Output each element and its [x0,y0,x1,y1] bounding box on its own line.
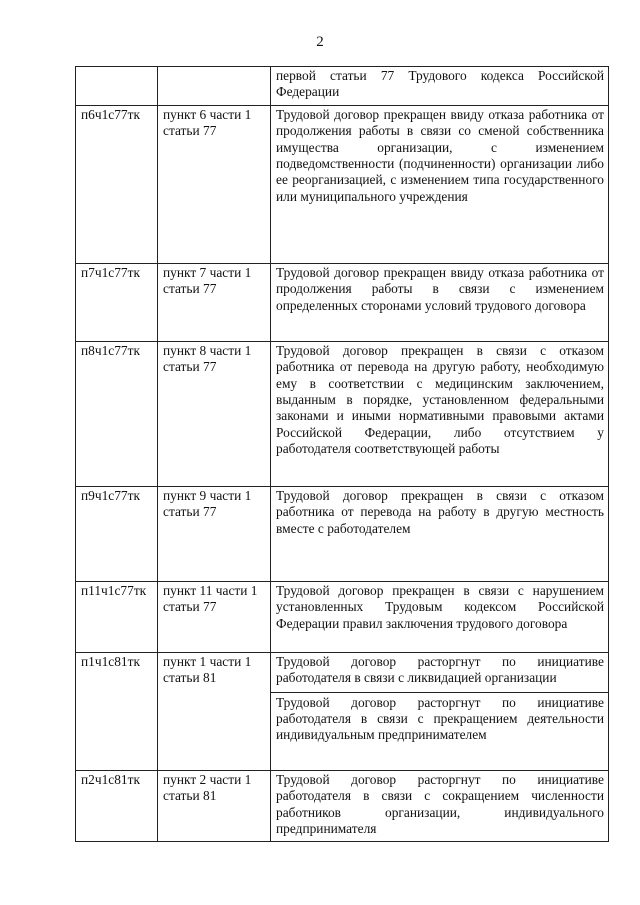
description-cell [271,770,609,842]
code-cell: п2ч1с81тк [76,770,158,842]
article-cell: пункт 11 части 1 статьи 77 [158,581,271,652]
article-cell [158,67,271,106]
table-row [76,652,609,770]
article-cell: пункт 1 части 1 статьи 81 [158,652,271,770]
description-cell [271,341,609,486]
code-cell: п9ч1с77тк [76,486,158,581]
description-cell [271,67,609,106]
description-text: Трудовой договор расторгнут по инициативе работодателя в связи с прекращением деятельности индивидуальным предпринимателем [271,692,609,744]
article-cell: пункт 6 части 1 статьи 77 [158,105,271,263]
table-row [76,263,609,341]
description-text: Трудовой договор расторгнут по инициативе работодателя в связи с ликвидацией организации [276,653,604,686]
description-cell [271,581,609,652]
description-text: Трудовой договор прекращен ввиду отказа работника от продолжения работы в связи со сменой собственника имущества организации, с изменением подведомственности (подчиненности) организации либо ее реорганизацией, с изменением типа государственного или муниципального учреждения [276,106,604,204]
table-row [76,67,609,106]
description-text: Трудовой договор прекращен в связи с нарушением установленных Трудовым кодексом Российской Федерации правил заключения трудового договора [276,582,604,631]
table-row [76,770,609,842]
code-cell [76,67,158,106]
article-cell: пункт 7 части 1 статьи 77 [158,263,271,341]
description-cell [271,263,609,341]
article-cell: пункт 8 части 1 статьи 77 [158,341,271,486]
table-row [76,581,609,652]
article-cell: пункт 2 части 1 статьи 81 [158,770,271,842]
description-text: Трудовой договор прекращен ввиду отказа работника от продолжения работы в связи с изменением определенных сторонами условий трудового договора [276,264,604,313]
description-text: Трудовой договор расторгнут по инициативе работодателя в связи с сокращением численности работников организации, индивидуального предпринимателя [276,771,604,837]
description-cell [271,486,609,581]
description-text: Трудовой договор прекращен в связи с отказом работника от перевода на другую работу, необходимую ему в соответствии с медицинским заключением, выданным в порядке, установленном федеральными законами и иными нормативными правовыми актами Российской Федерации, либо отсутствием у работодателя соответствующей работы [276,342,604,457]
page-number: 2 [316,34,324,50]
description-cell [271,652,609,770]
code-cell: п11ч1с77тк [76,581,158,652]
code-cell: п8ч1с77тк [76,341,158,486]
code-cell: п1ч1с81тк [76,652,158,770]
table-row [76,486,609,581]
code-cell: п7ч1с77тк [76,263,158,341]
table-row [76,341,609,486]
document-table [75,66,609,842]
description-text: первой статьи 77 Трудового кодекса Российской Федерации [276,68,604,100]
code-cell: п6ч1с77тк [76,105,158,263]
article-cell: пункт 9 части 1 статьи 77 [158,486,271,581]
description-text: Трудовой договор прекращен в связи с отказом работника от перевода на работу в другую местность вместе с работодателем [276,487,604,536]
table-row [76,105,609,263]
description-cell [271,105,609,263]
